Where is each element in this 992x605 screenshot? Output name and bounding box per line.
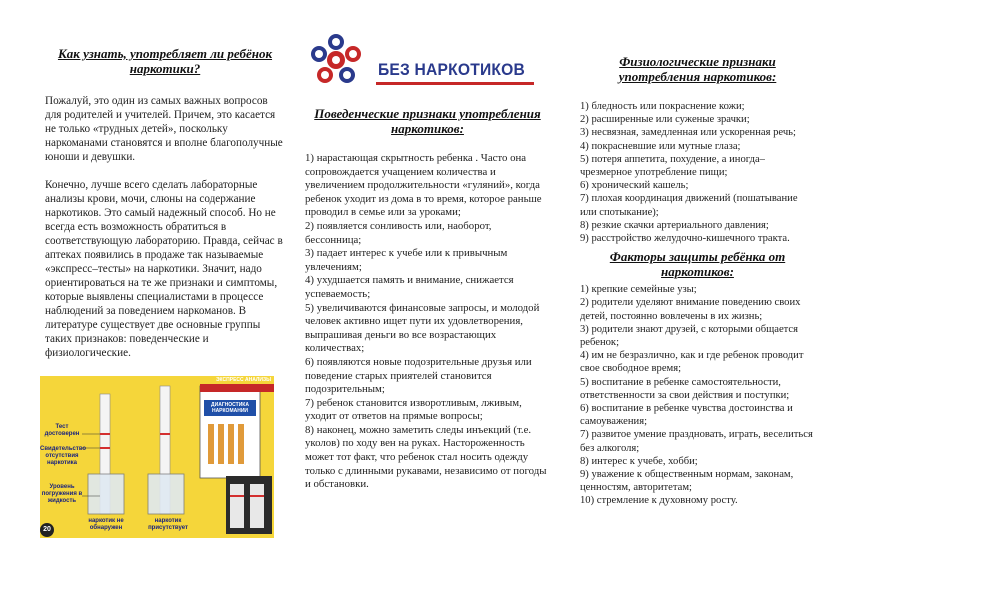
list-item: 6) хронический кашель; [580, 180, 689, 192]
list-item: 7) ребенок становится изворотливым, лживым, уходит от ответов на прямые вопросы; [305, 396, 522, 423]
list-item: 5) потеря аппетита, похудение, а иногда– чрезмерное употребление пищи; [580, 153, 765, 179]
list-item: 8) интерес к учебе, хобби; [580, 455, 698, 467]
list-item: 3) родители знают друзей, с которыми общается ребенок; [580, 323, 798, 349]
left-column [45, 0, 285, 360]
list-item: 7) развитое умение праздновать, играть, веселиться без алкоголя; [580, 429, 813, 454]
list-item: 6) появляются новые подозрительные друзья или поведение старых приятелей становится подозрительным; [305, 355, 532, 396]
physiology-heading: Физиологические признаки употребления наркотиков: [618, 54, 777, 84]
kit-label-present: наркотик присутствует [148, 518, 188, 531]
list-item: 6) воспитание в ребенке чувства достоинства и самоуважения; [580, 403, 793, 428]
list-item: 7) плохая координация движений (пошатывание или спотыкание); [580, 193, 798, 218]
list-item: 4) покрасневшие или мутные глаза; [580, 140, 741, 152]
list-item: 5) увеличиваются финансовые запросы, и молодой человек активно ищет пути их удовлетворения, выпрашивая деньги во все возрастающих количествах; [305, 301, 540, 355]
middle-column [305, 0, 550, 492]
list-item: 4) им не безразлично, как и где ребенок проводит свое свободное время; [580, 350, 804, 375]
list-item: 2) родители уделяют внимание поведению своих детей, постоянно вовлечены в их жизнь; [580, 297, 801, 322]
list-item: 3) несвязная, замедленная или ускоренная речь; [580, 127, 796, 139]
tests-paragraph: Конечно, лучше всего сделать лабораторные анализы крови, мочи, слюны на содержание наркотиков. Это самый надежный способ. Но не всегда есть возможность обратиться в соответствующую лабораторию. Правда, сейчас в аптеках появились в продаже так называемые «экспресс–тесты» на наркотики. Значит, надо ориентироваться на те же признаки и симптомы, которые выявлены специалистами в процессе наблюдений за поведением наркоманов. В литературе существует две основные группы таких признаков: поведенческие и физиологические. [45, 179, 283, 359]
list-item: 5) воспитание в ребенке самостоятельности, ответственности за свои действия и поступки; [580, 376, 790, 401]
list-item: 4) ухудшается память и внимание, снижается успеваемость; [305, 274, 514, 300]
express-test-illustration [40, 376, 274, 538]
physiology-list [580, 100, 815, 245]
protection-heading: Факторы защиты ребёнка от наркотиков: [609, 249, 786, 280]
list-item: 2) появляется сонливость или, наоборот, бессонница; [305, 219, 492, 246]
kit-label-level: Уровень погружения в жидкость [41, 484, 83, 504]
intro-paragraph: Пожалуй, это один из самых важных вопросов для родителей и учителей. Причем, это касается не только «трудных детей», поскольку наркоманами становятся и вполне благополучные юноши и девушки. [45, 95, 283, 163]
behavior-list [305, 152, 550, 492]
protection-list [580, 283, 815, 507]
list-item: 2) расширенные или суженые зрачки; [580, 114, 750, 126]
kit-label-valid: Тест достоверен [44, 424, 80, 437]
page-number: 20 [43, 526, 51, 533]
list-item: 1) бледность или покраснение кожи; [580, 101, 745, 112]
behavior-heading: Поведенческие признаки употребления наркотиков: [314, 106, 541, 136]
kit-label-not-found: наркотик не обнаружен [88, 518, 124, 531]
list-item: 8) наконец, можно заметить следы инъекций (т.е. уколов) по ходу вен на руках. Настороженность может тот факт, что ребенок стал носить одежду только с длинными рукавами, независимо от погоды и обстановки. [305, 423, 547, 491]
list-item: 9) расстройство желудочно-кишечного тракта. [580, 233, 790, 245]
list-item: 9) уважение к общественным нормам, законам, ценностям, авторитетам; [580, 469, 794, 494]
list-item: 3) падает интерес к учебе или к привычным увлечениям; [305, 247, 508, 273]
right-column [580, 0, 815, 508]
list-item: 1) крепкие семейные узы; [580, 284, 697, 296]
list-item: 10) стремление к духовному росту. [580, 495, 738, 507]
logo-text: БЕЗ НАРКОТИКОВ [378, 60, 525, 79]
kit-label-absent: Свидетельство отсутствия наркотика [40, 446, 87, 466]
kit-banner: ЭКСПРЕСС АНАЛИЗЫ [216, 377, 272, 383]
left-heading: Как узнать, употребляет ли ребёнок наркотики? [57, 46, 273, 76]
list-item: 8) резкие скачки артериального давления; [580, 219, 769, 231]
kit-box-title: ДИАГНОСТИКА НАРКОМАНИИ [211, 402, 249, 414]
list-item: 1) нарастающая скрытность ребенка . Часто она сопровождается учащением количества и увеличением продолжительности «гуляний», когда ребенок уходит из дома в то время, которое раньше проводил в семье или за уроками; [305, 152, 542, 219]
